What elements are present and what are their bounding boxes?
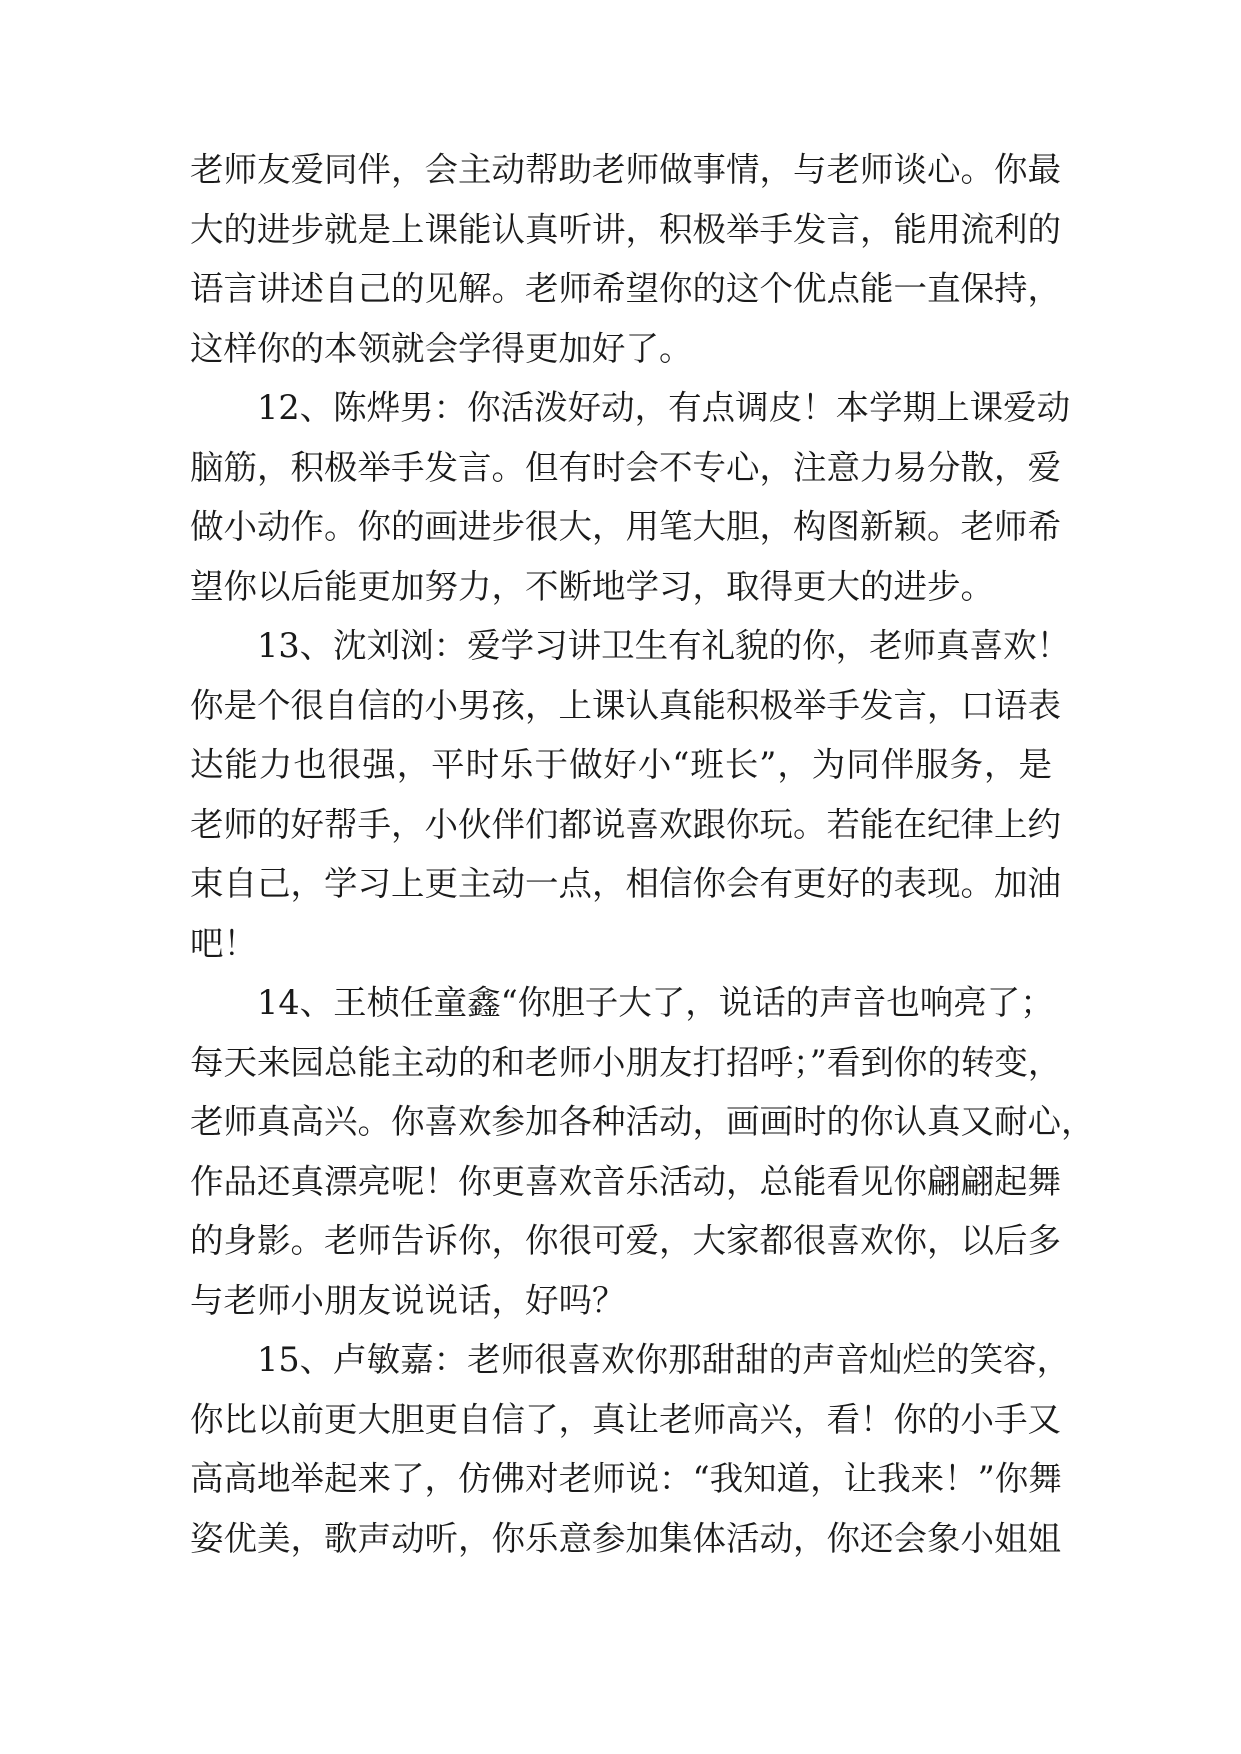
text-line: 老师友爱同伴，会主动帮助老师做事情，与老师谈心。你最 <box>190 150 1061 189</box>
text-line: 姿优美，歌声动听，你乐意参加集体活动，你还会象小姐姐 <box>190 1518 1061 1558</box>
paragraph-12 <box>190 378 1071 616</box>
text-line: 望你以后能更加努力，不断地学习，取得更大的进步。 <box>190 566 994 606</box>
text-line: 作品还真漂亮呢！你更喜欢音乐活动，总能看见你翩翩起舞 <box>190 1161 1061 1201</box>
text-line: 14、王桢任童鑫“你胆子大了，说话的声音也响亮了； <box>257 983 1054 1022</box>
text-line: 达能力也很强，平时乐于做好小“班长”，为同伴服务，是 <box>190 745 1052 784</box>
paragraph-15 <box>190 1330 1071 1568</box>
text-line: 老师的好帮手，小伙伴们都说喜欢跟你玩。若能在纪律上约 <box>190 804 1061 844</box>
text-line: 的身影。老师告诉你，你很可爱，大家都很喜欢你，以后多 <box>190 1221 1061 1260</box>
text-line: 高高地举起来了，仿佛对老师说：“我知道，让我来！”你舞 <box>190 1459 1062 1498</box>
text-line: 脑筋，积极举手发言。但有时会不专心，注意力易分散，爱 <box>190 447 1061 487</box>
text-line: 每天来园总能主动的和老师小朋友打招呼；”看到你的转变， <box>190 1042 1062 1082</box>
text-line: 你比以前更大胆更自信了，真让老师高兴，看！你的小手又 <box>190 1399 1061 1439</box>
paragraph-13 <box>190 616 1071 973</box>
text-line: 大的进步就是上课能认真听讲，积极举手发言，能用流利的 <box>190 209 1061 249</box>
document-page <box>190 140 1095 1568</box>
paragraph-continuation <box>190 140 1061 378</box>
text-line: 束自己，学习上更主动一点，相信你会有更好的表现。加油 <box>190 864 1061 903</box>
paragraph-14 <box>190 973 1095 1330</box>
text-line: 你是个很自信的小男孩，上课认真能积极举手发言，口语表 <box>190 685 1061 725</box>
text-line: 老师真高兴。你喜欢参加各种活动，画画时的你认真又耐心， <box>190 1102 1095 1141</box>
text-line: 13、沈刘浏：爱学习讲卫生有礼貌的你，老师真喜欢！ <box>257 626 1071 665</box>
text-line: 12、陈烨男：你活泼好动，有点调皮！本学期上课爱动 <box>257 388 1071 427</box>
text-line: 这样你的本领就会学得更加好了。 <box>190 328 693 368</box>
text-line: 与老师小朋友说说话，好吗？ <box>190 1280 626 1320</box>
text-line: 做小动作。你的画进步很大，用笔大胆，构图新颖。老师希 <box>190 507 1061 546</box>
text-line: 15、卢敏嘉：老师很喜欢你那甜甜的声音灿烂的笑容， <box>257 1340 1071 1379</box>
text-line: 吧！ <box>190 923 257 963</box>
text-line: 语言讲述自己的见解。老师希望你的这个优点能一直保持， <box>190 269 1061 308</box>
